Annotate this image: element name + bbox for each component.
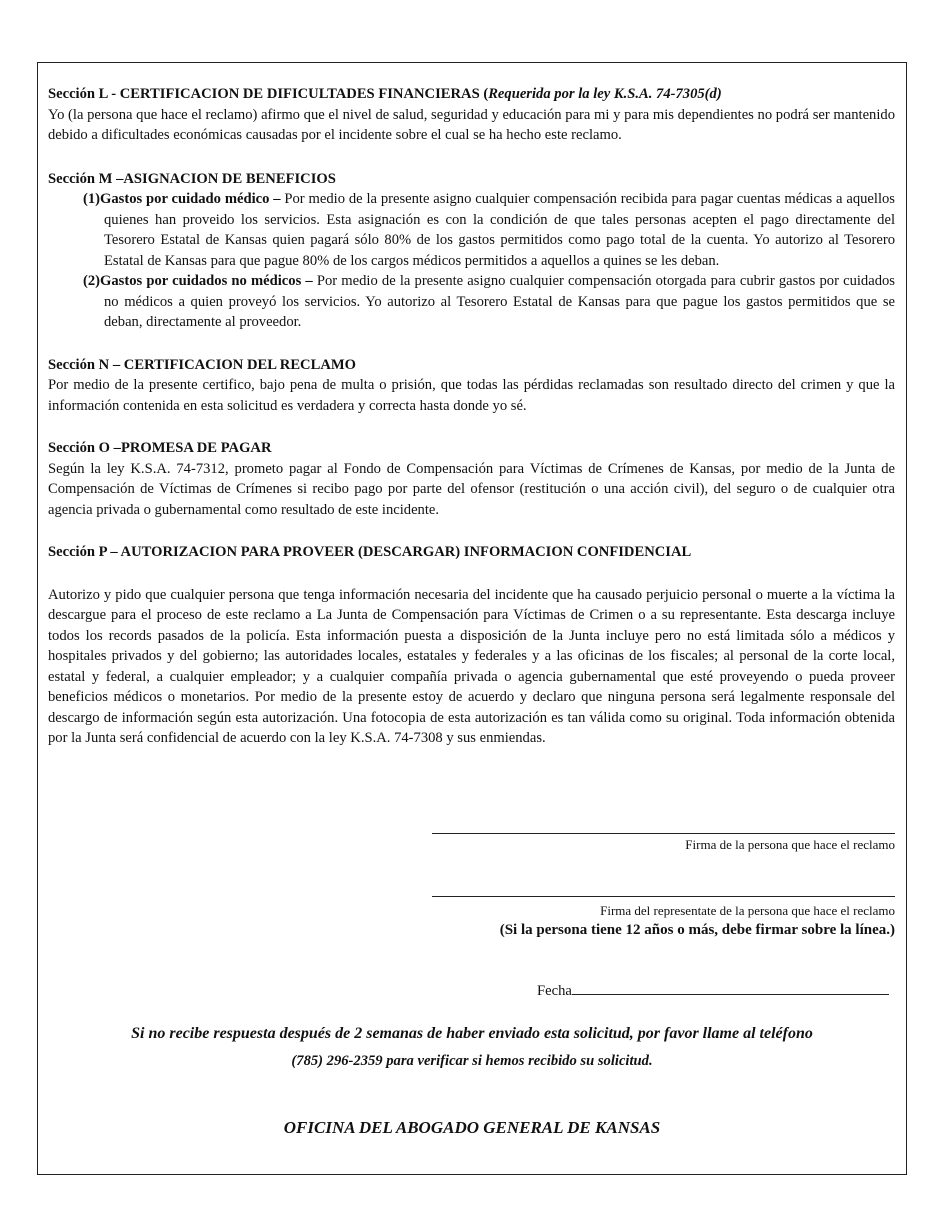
representative-signature: [432, 895, 895, 939]
representative-signature-line[interactable]: [432, 895, 895, 897]
representative-signature-label: Firma del representate de la persona que hace el reclamo: [600, 903, 895, 918]
office-name: OFICINA DEL ABOGADO GENERAL DE KANSAS: [283, 1118, 661, 1137]
contact-phone-notice: (785) 296-2359 para verificar si hemos recibido su solicitud.: [291, 1053, 653, 1069]
section-l-heading: Sección L - CERTIFICACION DE DIFICULTADES FINANCIERAS (: [48, 86, 489, 102]
contact-notice: Si no recibe respuesta después de 2 semanas de haber enviado esta solicitud, por favor llame al teléfono: [131, 1025, 813, 1042]
section-o-body: Según la ley K.S.A. 74-7312, prometo pagar al Fondo de Compensación para Víctimas de Crímenes de Kansas, por medio de la Junta de Compensación de Víctimas de Crímenes si recibo pago por parte del ofensor (restitución o una acción civil), del seguro o de cualquier otra agencia privada o gubernamental como resultado de este incidente.: [48, 460, 895, 518]
date-field: [537, 980, 889, 1000]
date-line[interactable]: [572, 980, 889, 995]
section-m-item-1: [48, 189, 895, 271]
section-p-title: Sección P – AUTORIZACION PARA PROVEER (DESCARGAR) INFORMACION CONFIDENCIAL: [48, 544, 692, 560]
section-l-title: [48, 84, 895, 105]
section-m-title: Sección M –ASIGNACION DE BENEFICIOS: [48, 170, 336, 187]
claimant-signature-label: Firma de la persona que hace el reclamo: [685, 837, 895, 852]
section-l-body: Yo (la persona que hace el reclamo) afirmo que el nivel de salud, seguridad y educación para mi y para mis dependientes no podrá ser mantenido debido a dificultades económicas causadas por el incidente sobre el cual se ha hecho este reclamo.: [48, 106, 895, 143]
section-m-item-2-text: Por medio de la presente asigno cualquier compensación otorgada para cubrir gastos por cuidados no médicos a quien proveyó los servicios. Yo autorizo al Tesorero Estatal de Kansas para que pague los gastos permitidos que se deban, directamente al proveedor.: [104, 273, 895, 330]
section-o-title: Sección O –PROMESA DE PAGAR: [48, 440, 272, 456]
date-label: Fecha: [537, 983, 572, 999]
section-m-item-2-label: (2)Gastos por cuidados no médicos –: [83, 273, 313, 289]
section-n-body: Por medio de la presente certifico, bajo pena de multa o prisión, que todas las pérdidas reclamadas son resultado directo del crimen y que la información contenida en esta solicitud es verdadera y correcta hasta donde yo sé.: [48, 377, 895, 414]
claimant-signature-line[interactable]: [432, 832, 895, 834]
section-m-item-2: [48, 271, 895, 333]
age-signature-note: (Si la persona tiene 12 años o más, debe firmar sobre la línea.): [499, 922, 895, 938]
form-content: [48, 84, 895, 749]
section-p-body: Autorizo y pido que cualquier persona que tenga información necesaria del incidente que ha causado perjuicio personal o muerte a la víctima la descargue para el proceso de este reclamo a La Junta de Compensación para Víctimas de Crimen o a su representante. Esta descarga incluye todos los records pasados de la policía. Esta información puesta a disposición de la Junta incluye pero no está limitada sólo a médicos y hospitales privados y del gobierno; las autoridades locales, estatales y federales y a las oficinas de los fiscales; al personal de la corte local, estatal y federal, a cualquier empleador; y a cualquier compañía privada o agencia gubernamental que esté proveyendo o pueda proveer beneficios médicos o monetarios. Por medio de la presente estoy de acuerdo y declaro que ninguna persona será legalmente responsale del descargo de información según esta autorización. Una fotocopia de esta autorización es tan válida como su original. Toda información obtenida por la Junta será confidencial de acuerdo con la ley K.S.A. 74-7308 y sus enmiendas.: [48, 586, 895, 746]
section-m-item-1-text: Por medio de la presente asigno cualquier compensación recibida para pagar cuentas médicas a aquellos quienes han proveido los servicios. Esta asignación es con la condición de que tales personas acepten el pago directamente del Tesorero Estatal de Kansas quien pagará sólo 80% de los gastos permitidos como pago total de la cuenta. Yo autorizo al Tesorero Estatal de Kansas para que pague 80% de los cargos médicos permitidos a aquellos a quines se les deban.: [104, 191, 895, 269]
section-l-law-reference: Requerida por la ley K.S.A. 74-7305(d): [488, 86, 722, 102]
section-m-item-1-label: (1)Gastos por cuidado médico –: [83, 191, 281, 207]
section-n-title: Sección N – CERTIFICACION DEL RECLAMO: [48, 356, 357, 373]
claimant-signature: [432, 832, 895, 853]
